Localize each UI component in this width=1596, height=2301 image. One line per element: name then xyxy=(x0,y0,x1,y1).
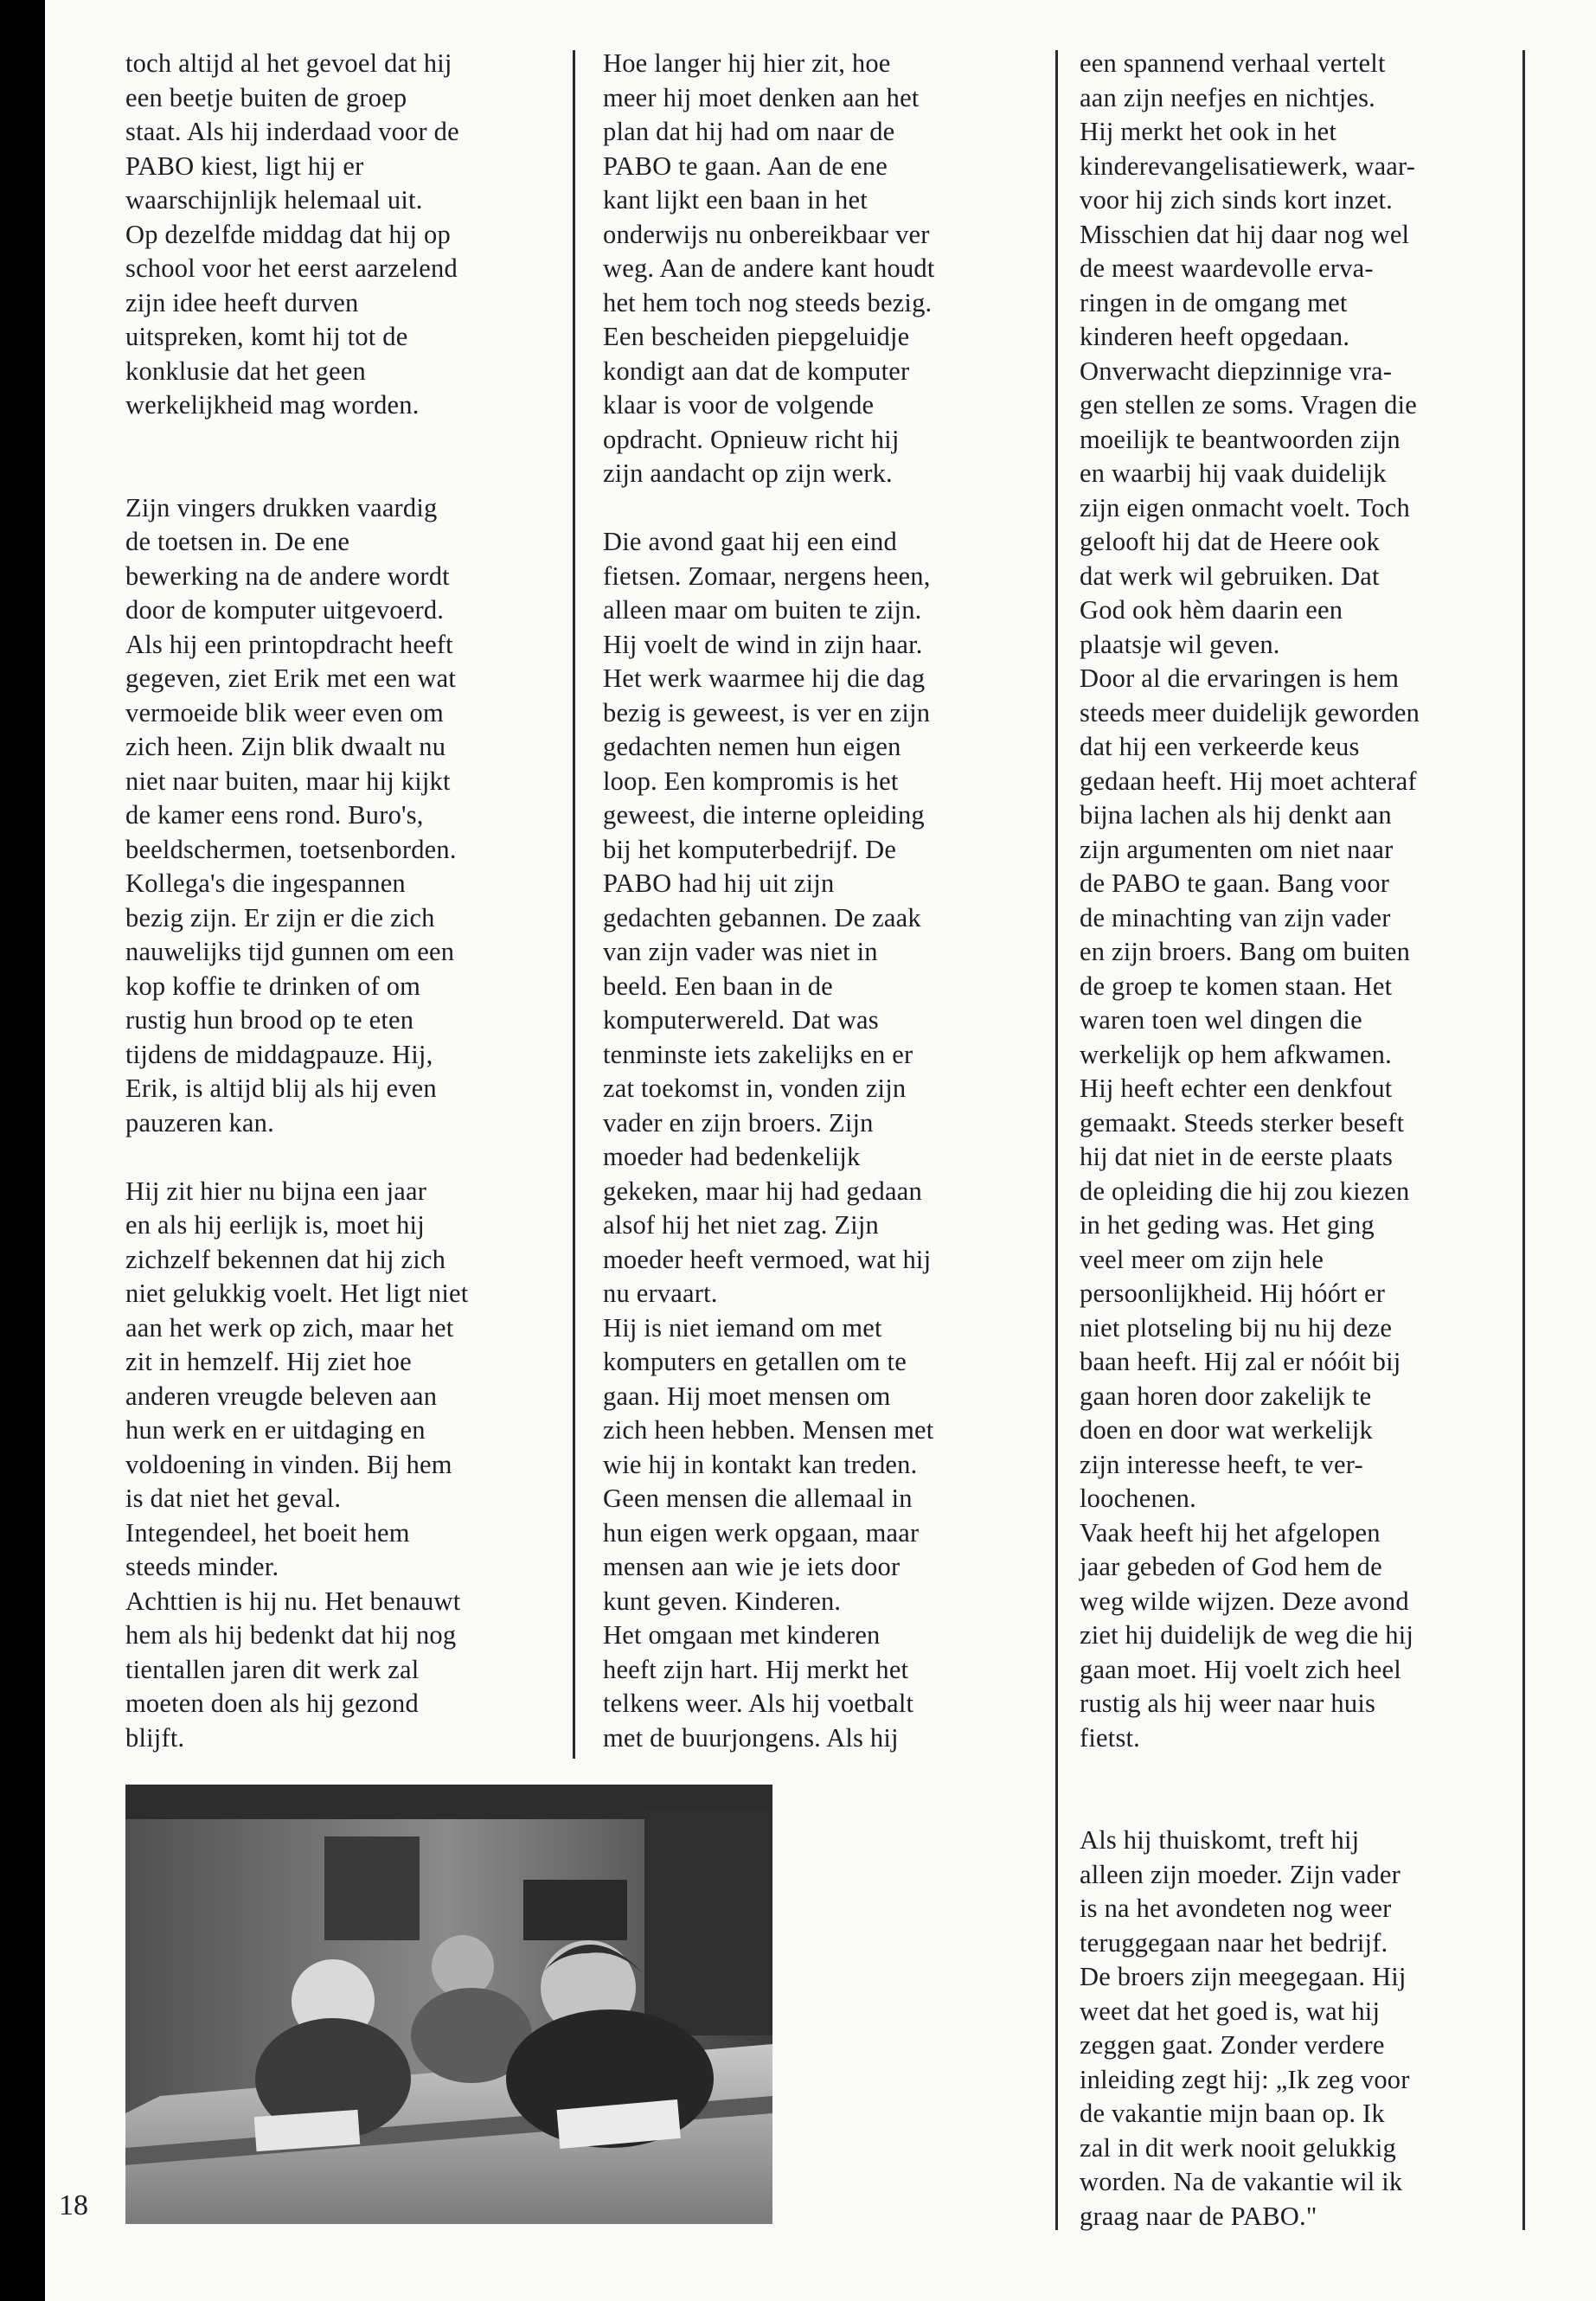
text-line: gekeken, maar hij had gedaan xyxy=(603,1176,922,1206)
text-line: opdracht. Opnieuw richt hij xyxy=(603,424,900,454)
text-line: van zijn vader was niet in xyxy=(603,937,878,966)
text-line: Hij is niet iemand om met xyxy=(603,1312,882,1343)
text-line: dat werk wil gebruiken. Dat xyxy=(1080,561,1380,591)
text-line: de kamer eens rond. Buro's, xyxy=(125,800,424,830)
text-column-left xyxy=(125,47,549,1755)
paragraph-gap xyxy=(603,491,1031,526)
text-line: vader en zijn broers. Zijn xyxy=(603,1107,874,1138)
text-line: Misschien dat hij daar nog wel xyxy=(1080,219,1410,249)
text-line: hun werk en er uitdaging en xyxy=(125,1415,426,1445)
text-line: kant lijkt een baan in het xyxy=(603,185,868,215)
text-line: persoonlijkheid. Hij hóórt er xyxy=(1080,1279,1386,1308)
text-line: en waarbij hij vaak duidelijk xyxy=(1080,458,1387,488)
text-line: zich heen hebben. Mensen met xyxy=(603,1415,934,1445)
text-line: gedachten gebannen. De zaak xyxy=(603,902,921,933)
text-line: Geen mensen die allemaal in xyxy=(603,1484,913,1513)
text-line: klaar is voor de volgende xyxy=(603,390,875,420)
text-line: moeilijk te beantwoorden zijn xyxy=(1080,424,1401,454)
text-line: rustig hun brood op te eten xyxy=(125,1005,414,1035)
text-column-middle xyxy=(603,47,1031,1755)
text-line: Als hij thuiskomt, treft hij xyxy=(1080,1825,1360,1855)
text-line: beeldschermen, toetsenborden. xyxy=(125,834,457,864)
text-line: anderen vreugde beleven aan xyxy=(125,1381,438,1411)
paragraph-gap xyxy=(125,457,549,491)
text-line: is na het avondeten nog weer xyxy=(1080,1894,1392,1923)
text-line: worden. Na de vakantie wil ik xyxy=(1080,2167,1403,2196)
text-line: De broers zijn meegegaan. Hij xyxy=(1080,1962,1407,1991)
text-line: telkens weer. Als hij voetbalt xyxy=(603,1689,914,1718)
text-line: gaan horen door zakelijk te xyxy=(1080,1381,1372,1411)
text-line: konklusie dat het geen xyxy=(125,356,366,386)
text-line: waarschijnlijk helemaal uit. xyxy=(125,185,423,215)
text-line: dat hij een verkeerde keus xyxy=(1080,732,1360,761)
text-line: PABO had hij uit zijn xyxy=(603,868,835,898)
text-line: niet gelukkig voelt. Het ligt niet xyxy=(125,1279,469,1308)
page-edge xyxy=(0,0,45,2301)
text-line: meer hij moet denken aan het xyxy=(603,82,920,112)
text-line: fietsen. Zomaar, nergens heen, xyxy=(603,561,931,591)
text-line: hun eigen werk opgaan, maar xyxy=(603,1517,920,1548)
text-line: Op dezelfde middag dat hij op xyxy=(125,219,451,249)
text-line: ringen in de omgang met xyxy=(1080,287,1348,317)
text-line: gaan moet. Hij voelt zich heel xyxy=(1080,1654,1401,1684)
text-line: Hij heeft echter een denkfout xyxy=(1080,1074,1393,1103)
text-line: rustig als hij weer naar huis xyxy=(1080,1689,1376,1718)
text-line: school voor het eerst aarzelend xyxy=(125,253,458,283)
text-line: zit in hemzelf. Hij ziet hoe xyxy=(125,1347,412,1376)
text-line: Het werk waarmee hij die dag xyxy=(603,663,926,693)
text-line: bezig zijn. Er zijn er die zich xyxy=(125,902,435,933)
text-line: veel meer om zijn hele xyxy=(1080,1244,1324,1274)
text-line: loop. Een kompromis is het xyxy=(603,766,899,796)
text-line: werkelijk op hem afkwamen. xyxy=(1080,1039,1392,1069)
text-line: fietst. xyxy=(1080,1722,1141,1753)
text-line: gegeven, ziet Erik met een wat xyxy=(125,663,456,693)
text-line: steeds meer duidelijk geworden xyxy=(1080,697,1420,727)
text-line: toch altijd al het gevoel dat hij xyxy=(125,48,452,78)
text-line: tientallen jaren dit werk zal xyxy=(125,1654,420,1684)
text-line: Hoe langer hij hier zit, hoe xyxy=(603,48,891,78)
text-line: staat. Als hij inderdaad voor de xyxy=(125,117,459,146)
text-line: weg wilde wijzen. Deze avond xyxy=(1080,1586,1409,1616)
paragraph-gap xyxy=(1080,1755,1512,1790)
text-line: zijn aandacht op zijn werk. xyxy=(603,458,893,488)
page-edge-rule xyxy=(1522,50,1525,2230)
text-line: Zijn vingers drukken vaardig xyxy=(125,492,438,522)
text-line: moeder had bedenkelijk xyxy=(603,1142,861,1171)
text-line: wie hij in kontakt kan treden. xyxy=(603,1449,918,1479)
text-line: pauzeren kan. xyxy=(125,1107,274,1138)
text-line: niet naar buiten, maar hij kijkt xyxy=(125,766,451,796)
text-line: met de buurjongens. Als hij xyxy=(603,1722,899,1753)
text-line: weet dat het goed is, wat hij xyxy=(1080,1996,1381,2026)
page-number: 18 xyxy=(59,2189,88,2221)
text-line: steeds minder. xyxy=(125,1552,279,1581)
text-line: alleen zijn moeder. Zijn vader xyxy=(1080,1859,1401,1889)
text-line: niet plotseling bij nu hij deze xyxy=(1080,1312,1393,1343)
text-line: de vakantie mijn baan op. Ik xyxy=(1080,2099,1385,2128)
text-line: Kollega's die ingespannen xyxy=(125,868,406,898)
text-line: loochenen. xyxy=(1080,1484,1196,1513)
text-line: ziet hij duidelijk de weg die hij xyxy=(1080,1620,1414,1650)
text-line: werkelijkheid mag worden. xyxy=(125,390,420,420)
text-line: geweest, die interne opleiding xyxy=(603,800,925,830)
text-line: jaar gebeden of God hem de xyxy=(1080,1552,1382,1581)
text-line: Hij voelt de wind in zijn haar. xyxy=(603,629,923,659)
text-line: en zijn broers. Bang om buiten xyxy=(1080,937,1411,966)
text-line: gen stellen ze soms. Vragen die xyxy=(1080,390,1418,420)
text-line: beeld. Een baan in de xyxy=(603,971,833,1001)
text-line: plaatsje wil geven. xyxy=(1080,629,1280,659)
text-line: vermoeide blik weer even om xyxy=(125,697,444,727)
text-line: zat toekomst in, vonden zijn xyxy=(603,1074,907,1103)
text-line: Hij zit hier nu bijna een jaar xyxy=(125,1176,427,1206)
text-line: Vaak heeft hij het afgelopen xyxy=(1080,1517,1381,1548)
classroom-photo xyxy=(125,1785,772,2224)
paragraph-gap xyxy=(1080,1790,1512,1824)
text-line: mensen aan wie je iets door xyxy=(603,1552,901,1581)
text-line: zichzelf bekennen dat hij zich xyxy=(125,1244,446,1274)
text-line: de toetsen in. De ene xyxy=(125,527,350,556)
text-line: zijn argumenten om niet naar xyxy=(1080,834,1394,864)
text-line: Door al die ervaringen is hem xyxy=(1080,663,1400,693)
text-line: een spannend verhaal vertelt xyxy=(1080,48,1386,78)
paragraph-gap xyxy=(125,423,549,458)
text-line: tenminste iets zakelijks en er xyxy=(603,1039,913,1069)
text-line: Het omgaan met kinderen xyxy=(603,1620,881,1650)
text-line: baan heeft. Hij zal er nóóit bij xyxy=(1080,1347,1401,1376)
text-line: kinderen heeft opgedaan. xyxy=(1080,322,1350,351)
text-line: Als hij een printopdracht heeft xyxy=(125,629,453,659)
text-line: een beetje buiten de groep xyxy=(125,82,407,112)
text-line: voldoening in vinden. Bij hem xyxy=(125,1449,452,1479)
text-line: God ook hèm daarin een xyxy=(1080,595,1343,625)
text-line: heeft zijn hart. Hij merkt het xyxy=(603,1654,909,1684)
text-line: bijna lachen als hij denkt aan xyxy=(1080,800,1392,830)
text-line: Achttien is hij nu. Het benauwt xyxy=(125,1586,461,1616)
classroom-photo-image xyxy=(125,1785,772,2224)
text-line: zijn interesse heeft, te ver- xyxy=(1080,1449,1363,1479)
column-divider-left xyxy=(573,50,575,1759)
text-line: gedachten nemen hun eigen xyxy=(603,732,901,761)
text-line: kondigt aan dat de komputer xyxy=(603,356,910,386)
text-line: Integendeel, het boeit hem xyxy=(125,1517,410,1548)
text-line: onderwijs nu onbereikbaar ver xyxy=(603,219,930,249)
text-line: de PABO te gaan. Bang voor xyxy=(1080,868,1390,898)
text-line: plan dat hij had om naar de xyxy=(603,117,895,146)
text-line: gedaan heeft. Hij moet achteraf xyxy=(1080,766,1417,796)
text-line: inleiding zegt hij: „Ik zeg voor xyxy=(1080,2064,1410,2094)
text-line: alsof hij het niet zag. Zijn xyxy=(603,1210,879,1240)
text-line: komputers en getallen om te xyxy=(603,1347,907,1376)
text-line: moeder heeft vermoed, wat hij xyxy=(603,1244,932,1274)
text-line: blijft. xyxy=(125,1722,185,1753)
text-line: zal in dit werk nooit gelukkig xyxy=(1080,2132,1396,2163)
text-line: teruggegaan naar het bedrijf. xyxy=(1080,1927,1388,1958)
text-line: kop koffie te drinken of om xyxy=(125,971,421,1001)
text-line: nu ervaart. xyxy=(603,1279,718,1308)
text-column-right xyxy=(1080,47,1512,2234)
text-line: door de komputer uitgevoerd. xyxy=(125,595,445,625)
text-line: aan het werk op zich, maar het xyxy=(125,1312,454,1343)
text-line: zijn eigen onmacht voelt. Toch xyxy=(1080,492,1410,522)
text-line: Onverwacht diepzinnige vra- xyxy=(1080,356,1393,386)
text-line: gemaakt. Steeds sterker beseft xyxy=(1080,1107,1405,1138)
column-divider-right xyxy=(1055,50,1058,2230)
text-line: de minachting van zijn vader xyxy=(1080,902,1391,933)
text-line: hem als hij bedenkt dat hij nog xyxy=(125,1620,457,1650)
text-line: Hij merkt het ook in het xyxy=(1080,117,1337,146)
text-line: in het geding was. Het ging xyxy=(1080,1210,1375,1240)
text-line: kunt geven. Kinderen. xyxy=(603,1586,842,1616)
text-line: gelooft hij dat de Heere ook xyxy=(1080,527,1380,556)
text-line: Een bescheiden piepgeluidje xyxy=(603,322,910,351)
text-line: kinderevangelisatiewerk, waar- xyxy=(1080,151,1416,181)
text-line: het hem toch nog steeds bezig. xyxy=(603,287,933,317)
text-line: zeggen gaat. Zonder verdere xyxy=(1080,2030,1385,2060)
text-line: hij dat niet in de eerste plaats xyxy=(1080,1142,1394,1171)
text-line: nauwelijks tijd gunnen om een xyxy=(125,937,455,966)
text-line: bij het komputerbedrijf. De xyxy=(603,834,897,864)
text-line: moeten doen als hij gezond xyxy=(125,1689,419,1718)
text-line: PABO kiest, ligt hij er xyxy=(125,151,364,181)
paragraph-gap xyxy=(125,1140,549,1175)
text-line: Die avond gaat hij een eind xyxy=(603,527,897,556)
text-line: en als hij eerlijk is, moet hij xyxy=(125,1210,425,1240)
text-line: waren toen wel dingen die xyxy=(1080,1005,1362,1035)
text-line: zich heen. Zijn blik dwaalt nu xyxy=(125,732,446,761)
text-line: voor hij zich sinds kort inzet. xyxy=(1080,185,1393,215)
text-line: aan zijn neefjes en nichtjes. xyxy=(1080,82,1375,112)
text-line: komputerwereld. Dat was xyxy=(603,1005,879,1035)
text-line: doen en door wat werkelijk xyxy=(1080,1415,1373,1445)
text-line: bewerking na de andere wordt xyxy=(125,561,450,591)
text-line: zijn idee heeft durven xyxy=(125,287,359,317)
text-line: alleen maar om buiten te zijn. xyxy=(603,595,922,625)
text-line: PABO te gaan. Aan de ene xyxy=(603,151,888,181)
text-line: gaan. Hij moet mensen om xyxy=(603,1381,891,1411)
text-line: graag naar de PABO." xyxy=(1080,2201,1317,2231)
text-line: is dat niet het geval. xyxy=(125,1484,342,1513)
text-line: de opleiding die hij zou kiezen xyxy=(1080,1176,1410,1206)
text-line: Erik, is altijd blij als hij even xyxy=(125,1074,437,1103)
text-line: de meest waardevolle erva- xyxy=(1080,253,1374,283)
text-line: de groep te komen staan. Het xyxy=(1080,971,1393,1001)
text-line: weg. Aan de andere kant houdt xyxy=(603,253,935,283)
text-line: uitspreken, komt hij tot de xyxy=(125,322,408,351)
text-line: bezig is geweest, is ver en zijn xyxy=(603,697,931,727)
text-line: tijdens de middagpauze. Hij, xyxy=(125,1039,433,1069)
